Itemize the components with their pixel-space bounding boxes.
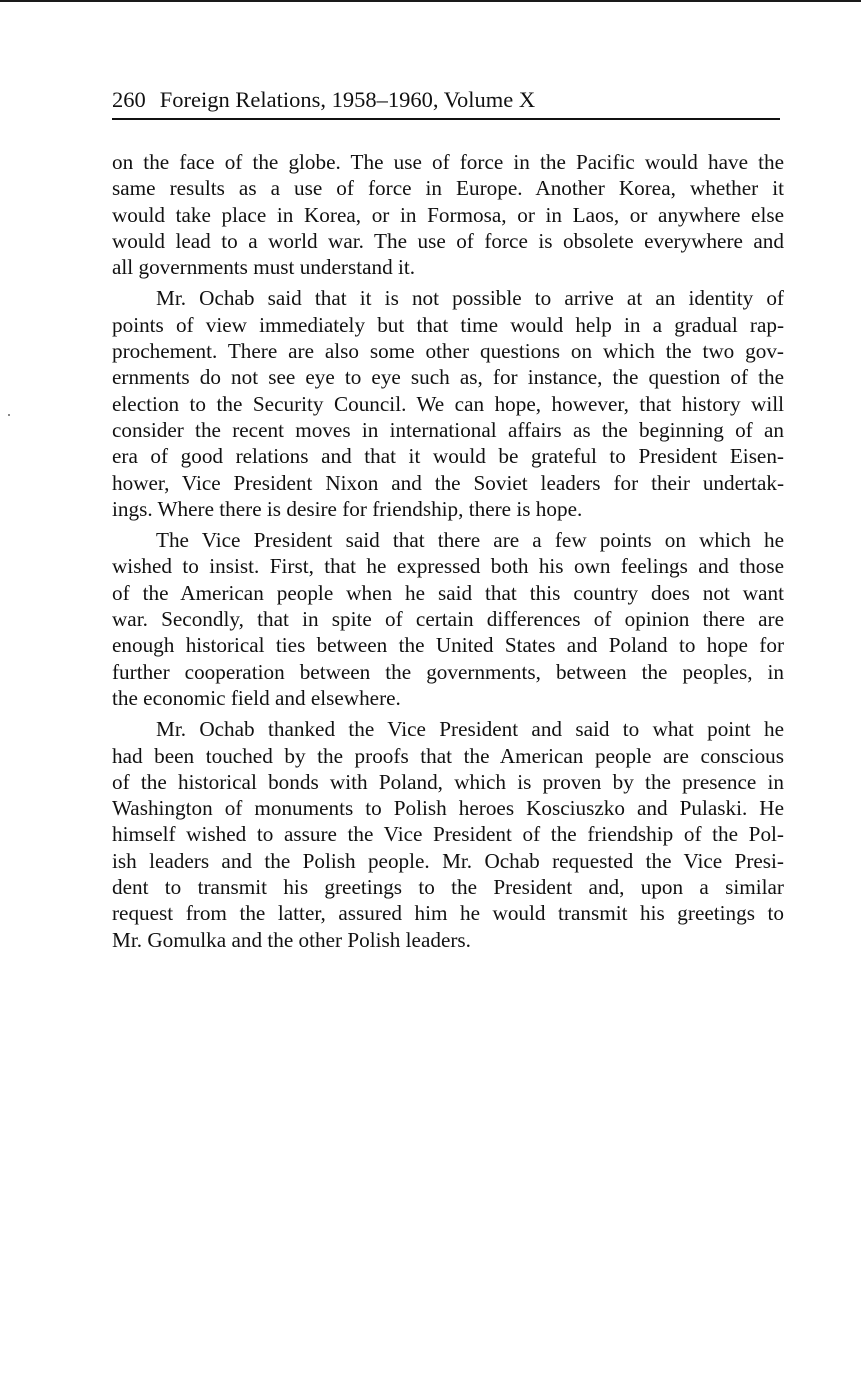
text-line: enough historical ties between the United States and Poland to hope for <box>112 633 784 658</box>
running-head <box>112 86 780 120</box>
text-line: further cooperation between the governments, between the peoples, in <box>112 659 784 684</box>
text-line: the economic field and elsewhere. <box>112 685 401 710</box>
text-line: points of view immediately but that time would help in a gradual rap- <box>112 312 784 337</box>
text-line: same results as a use of force in Europe. Another Korea, whether it <box>112 176 784 201</box>
scan-speck <box>8 414 10 416</box>
text-line: on the face of the globe. The use of force in the Pacific would have the <box>112 150 784 174</box>
paragraph-3 <box>112 527 784 711</box>
page-top-edge <box>0 0 861 2</box>
paragraph-1 <box>112 149 784 280</box>
text-line: request from the latter, assured him he would transmit his greetings to <box>112 901 784 926</box>
text-line: of the historical bonds with Poland, which is proven by the presence in <box>112 769 784 794</box>
text-line: wished to insist. First, that he expressed both his own feelings and those <box>112 554 784 579</box>
text-line: election to the Security Council. We can hope, however, that history will <box>112 391 784 416</box>
text-line: Washington of monuments to Polish heroes Kosciuszko and Pulaski. He <box>112 796 784 821</box>
text-line: all governments must understand it. <box>112 255 416 280</box>
text-line: would take place in Korea, or in Formosa, or in Laos, or anywhere else <box>112 202 784 227</box>
text-line: Mr. Gomulka and the other Polish leaders. <box>112 927 471 952</box>
text-line: Mr. Ochab thanked the Vice President and said to what point he <box>156 717 784 742</box>
text-line: prochement. There are also some other questions on which the two gov- <box>112 339 784 364</box>
text-line: ernments do not see eye to eye such as, for instance, the question of the <box>112 365 784 390</box>
text-line: dent to transmit his greetings to the President and, upon a similar <box>112 875 784 900</box>
text-line: himself wished to assure the Vice President of the friendship of the Pol- <box>112 822 784 847</box>
text-line: war. Secondly, that in spite of certain differences of opinion there are <box>112 607 784 632</box>
text-line: The Vice President said that there are a few points on which he <box>156 528 784 553</box>
text-line: had been touched by the proofs that the American people are conscious <box>112 743 784 768</box>
page-number: 260 <box>112 87 146 112</box>
text-line: era of good relations and that it would be grateful to President Eisen- <box>112 444 784 469</box>
text-line: ings. Where there is desire for friendship, there is hope. <box>112 496 583 521</box>
text-line: consider the recent moves in international affairs as the beginning of an <box>112 417 784 442</box>
text-line: Mr. Ochab said that it is not possible to arrive at an identity of <box>156 286 784 311</box>
body-text <box>112 149 784 953</box>
paragraph-2 <box>112 285 784 522</box>
text-line: of the American people when he said that this country does not want <box>112 580 784 605</box>
text-line: hower, Vice President Nixon and the Soviet leaders for their undertak- <box>112 470 784 495</box>
running-title: Foreign Relations, 1958–1960, Volume X <box>159 87 536 112</box>
text-line: would lead to a world war. The use of force is obsolete everywhere and <box>112 228 784 253</box>
paragraph-4 <box>112 716 784 953</box>
text-line: ish leaders and the Polish people. Mr. Ochab requested the Vice Presi- <box>112 848 784 873</box>
